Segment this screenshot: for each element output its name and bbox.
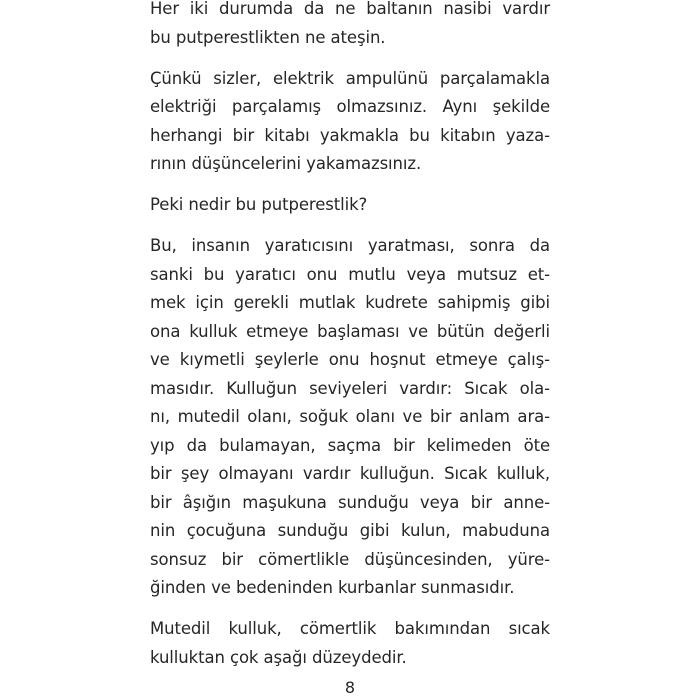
text-line: nı, mutedil olanı, soğuk olanı ve bir anlam ara- (150, 407, 550, 426)
body-text (150, 0, 550, 672)
text-line: rının düşüncelerini yakamazsınız. (150, 154, 422, 173)
text-line: nin çocuğuna sunduğu gibi kulun, mabuduna (150, 521, 550, 540)
text-line: bu putperestlikten ne ateşin. (150, 27, 386, 47)
text-line: bir şey olmayanı vardır kulluğun. Sıcak kulluk, (150, 464, 550, 483)
text-line: ve kıymetli şeylerle onu hoşnut etmeye çalış- (150, 350, 550, 369)
text-line: herhangi bir kitabı yakmakla bu kitabın yaza- (150, 125, 550, 145)
text-line: kulluktan çok aşağı düzeydedir. (150, 647, 407, 667)
text-line: Çünkü sizler, elektrik ampulünü parçalamakla (150, 68, 550, 88)
text-line: ğinden ve bedeninden kurbanlar sunmasıdır. (150, 578, 515, 597)
paragraph-4 (150, 232, 550, 603)
text-line: elektriği parçalamış olmazsınız. Aynı şekilde (150, 97, 550, 116)
text-line: bir âşığın maşukuna sunduğu veya bir anne- (150, 492, 550, 512)
text-line: sonsuz bir cömertlikle düşüncesinden, yüre- (150, 549, 550, 569)
paragraph-5 (150, 615, 550, 672)
text-line: Peki nedir bu putperestlik? (150, 195, 368, 214)
text-line: yıp da bulamayan, saçma bir kelimeden öte (150, 435, 550, 455)
page-number: 8 (344, 678, 356, 697)
text-line: Bu, insanın yaratıcısını yaratması, sonra da (150, 236, 550, 255)
text-line: Mutedil kulluk, cömertlik bakımından sıcak (150, 619, 550, 638)
text-line: mek için gerekli mutlak kudrete sahipmiş gibi (150, 293, 550, 312)
text-line: sanki bu yaratıcı onu mutlu veya mutsuz et- (150, 264, 550, 284)
text-line: Her iki durumda da ne baltanın nasibi vardır (150, 0, 550, 18)
paragraph-2 (150, 65, 550, 179)
paragraph-3 (150, 191, 550, 220)
text-line: masıdır. Kulluğun seviyeleri vardır: Sıcak ola- (150, 378, 550, 398)
paragraph-1 (150, 0, 550, 52)
text-line: ona kulluk etmeye başlaması ve bütün değerli (150, 321, 550, 341)
